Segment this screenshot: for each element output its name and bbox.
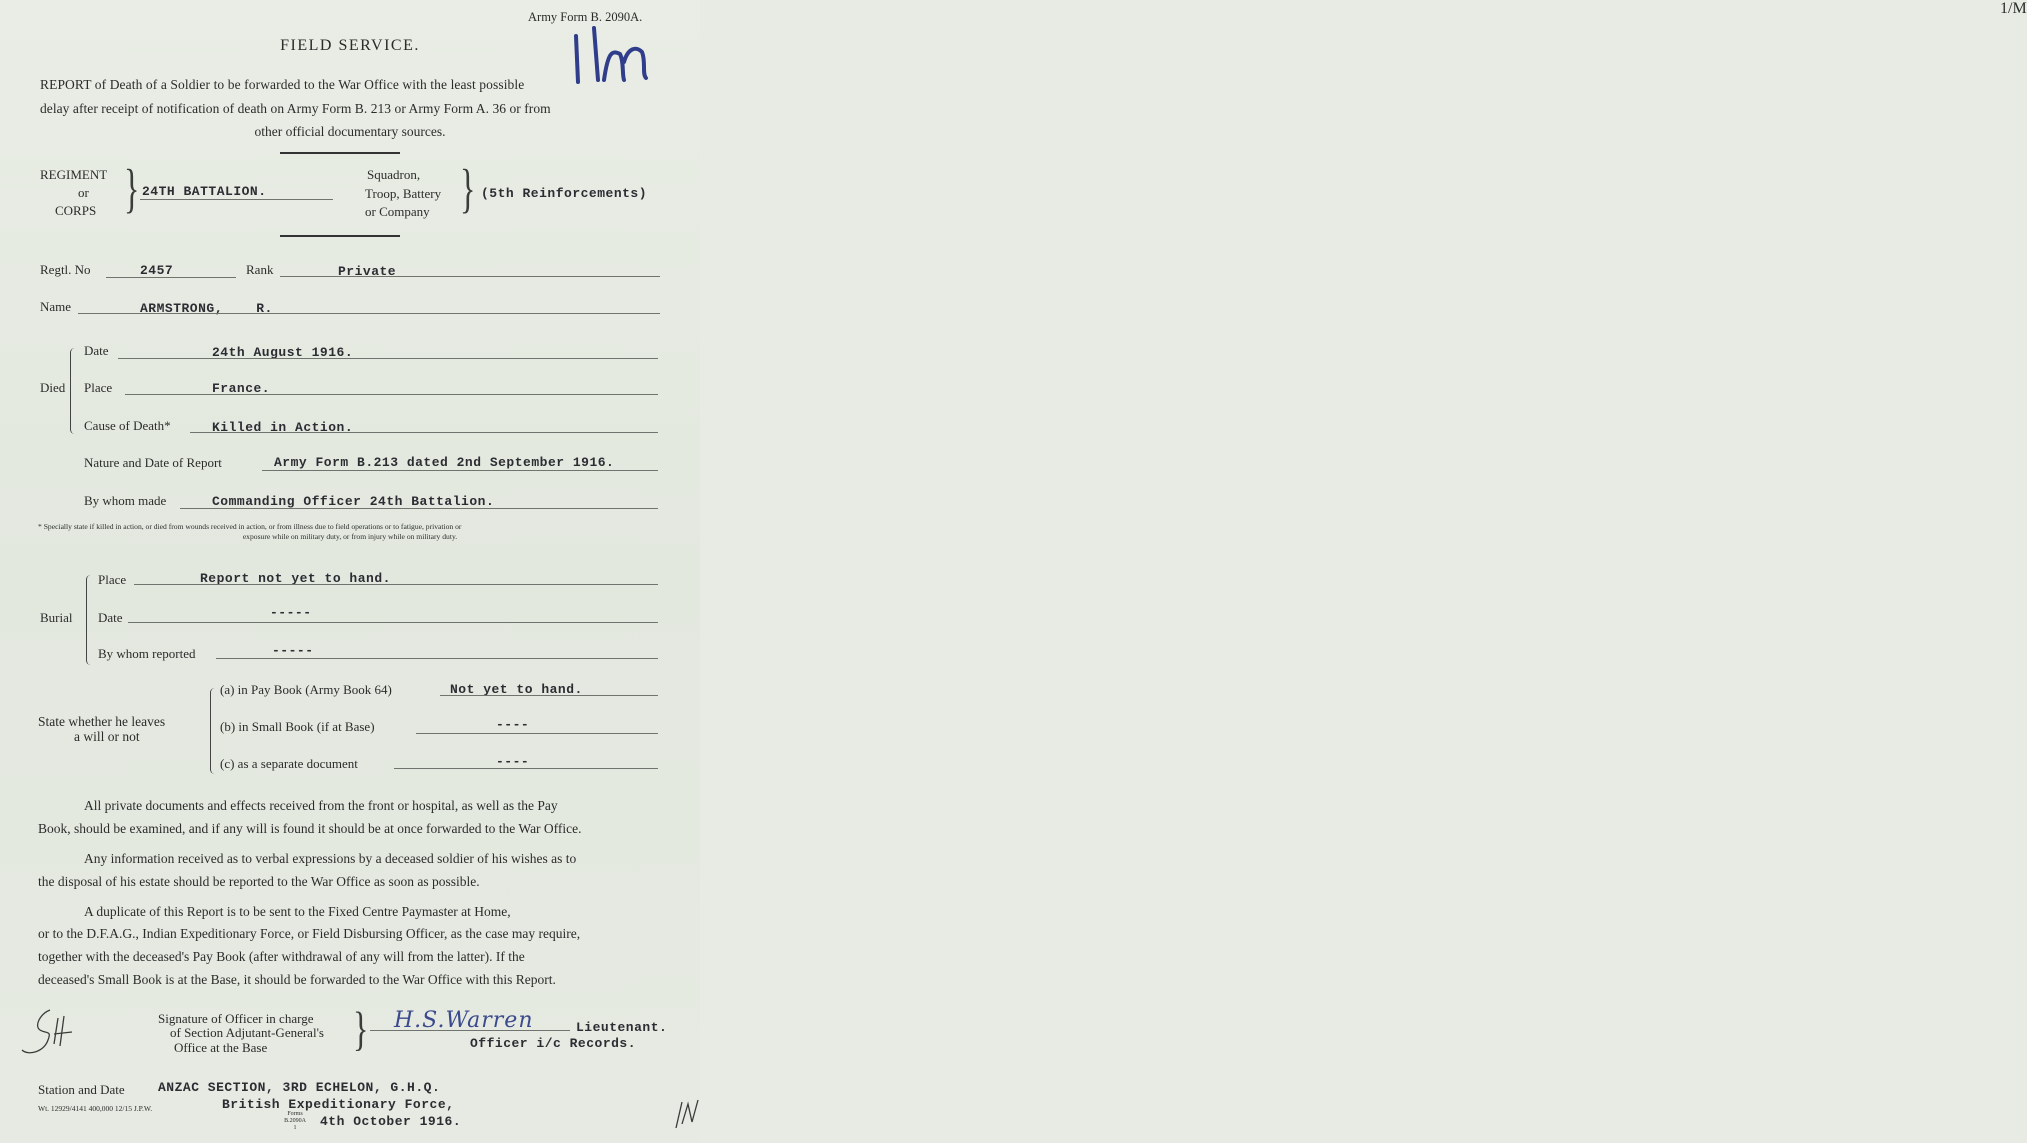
squadron-label: Squadron, <box>367 167 421 182</box>
rank-value: Private <box>338 264 397 279</box>
died-place-label: Place <box>84 380 113 395</box>
station-line-1: ANZAC SECTION, 3RD ECHELON, G.H.Q. <box>158 1080 441 1095</box>
signature-handwritten: H.S.Warren <box>394 1008 534 1033</box>
will-label-2: a will or not <box>74 729 140 744</box>
died-date-label: Date <box>84 343 109 358</box>
station-label: Station and Date <box>38 1082 125 1097</box>
burial-brace <box>86 575 95 665</box>
initials-mark <box>0 1004 80 1064</box>
burial-place-underline <box>134 584 658 585</box>
cause-value: Killed in Action. <box>212 420 354 435</box>
page-title: FIELD SERVICE. <box>280 37 420 54</box>
footnote-line-1: * Specially state if killed in action, or died from wounds received in action, or from illness due to field operations or to fatigue, privation or <box>38 522 462 531</box>
company-label: or Company <box>365 204 430 219</box>
died-place-value: France. <box>212 381 271 396</box>
corner-scribble <box>672 1094 700 1134</box>
burial-place-value: Report not yet to hand. <box>200 571 391 586</box>
brace-right: } <box>124 157 140 219</box>
intro-line-2: delay after receipt of notification of death on Army Form B. 213 or Army Form A. 36 or from <box>40 101 551 116</box>
will-c-value: ---- <box>496 754 530 769</box>
rank-label: Rank <box>246 262 274 277</box>
regiment-or-label: or <box>78 185 89 200</box>
name-label: Name <box>40 299 72 314</box>
burial-date-label: Date <box>98 610 123 625</box>
died-date-underline <box>118 358 658 359</box>
footnote-line-2: exposure while on military duty, or from injury while on military duty. <box>242 532 458 541</box>
intro-line-3: other official documentary sources. <box>254 124 446 139</box>
brace-right: } <box>460 157 476 219</box>
station-line-2: British Expeditionary Force, <box>222 1097 455 1112</box>
name-value: ARMSTRONG, R. <box>140 301 273 316</box>
intro-line-1: REPORT of Death of a Soldier to be forwarded to the War Office with the least possible <box>40 77 525 92</box>
regtl-no-value: 2457 <box>140 263 174 278</box>
divider <box>280 235 400 237</box>
by-whom-underline <box>180 508 658 509</box>
died-brace <box>70 348 79 434</box>
signature-role: Officer i/c Records. <box>470 1036 637 1051</box>
divider <box>280 152 400 154</box>
will-a-label <box>220 682 392 698</box>
instruction-2-line-2: the disposal of his estate should be reported to the War Office as soon as possible. <box>38 874 480 889</box>
burial-reported-value: ----- <box>272 643 314 658</box>
by-whom-value: Commanding Officer 24th Battalion. <box>212 494 495 509</box>
signature-label-2: of Section Adjutant-General's <box>170 1025 324 1040</box>
burial-reported-label: By whom reported <box>98 646 196 661</box>
instruction-1-line-2: Book, should be examined, and if any will is found it should be at once forwarded to the War Office. <box>38 821 582 836</box>
will-a-text: (a) in Pay Book (Army Book 64) <box>220 682 392 697</box>
died-label: Died <box>40 380 66 395</box>
signature-label-1: Signature of Officer in charge <box>158 1011 314 1026</box>
instruction-2-line-1: Any information received as to verbal expressions by a deceased soldier of his wishes as to <box>84 851 577 866</box>
form-number: Army Form B. 2090A. <box>528 10 643 24</box>
corps-label: CORPS <box>55 203 97 218</box>
troop-label: Troop, Battery <box>365 186 442 201</box>
will-b-value: ---- <box>496 717 530 732</box>
will-brace <box>210 688 219 774</box>
printer-forms: Forms B.2090A 1 <box>284 1111 306 1131</box>
instruction-1-line-1: All private documents and effects received from the front or hospital, as well as the Pay <box>84 798 558 813</box>
will-b-label: (b) in Small Book (if at Base) <box>220 719 375 734</box>
regiment-label: REGIMENT <box>40 167 108 182</box>
burial-date-value: ----- <box>270 605 312 620</box>
instruction-3-line-4: deceased's Small Book is at the Base, it should be forwarded to the War Office with this Report. <box>38 972 556 987</box>
instruction-3-line-3: together with the deceased's Pay Book (after withdrawal of any will from the latter). If the <box>38 949 525 964</box>
regiment-value: 24TH BATTALION. <box>142 184 267 199</box>
will-a-value: Not yet to hand. <box>450 682 583 697</box>
burial-reported-underline <box>216 658 658 659</box>
nature-label: Nature and Date of Report <box>84 455 222 470</box>
station-line-3: 4th October 1916. <box>320 1114 462 1129</box>
will-b-underline <box>416 733 658 734</box>
regtl-no-underline <box>106 277 236 278</box>
burial-date-underline <box>128 622 658 623</box>
company-value: (5th Reinforcements) <box>481 186 648 201</box>
rank-underline <box>280 276 660 277</box>
burial-place-label: Place <box>98 572 127 587</box>
nature-value: Army Form B.213 dated 2nd September 1916. <box>274 455 615 470</box>
will-c-label: (c) as a separate document <box>220 756 358 771</box>
cause-label: Cause of Death* <box>84 418 171 433</box>
signature-label-3: Office at the Base <box>174 1040 268 1055</box>
nature-underline <box>262 470 658 471</box>
will-c-underline <box>394 768 658 769</box>
instruction-3-line-2: or to the D.F.A.G., Indian Expeditionary Force, or Field Disbursing Officer, as the case may require, <box>38 926 581 941</box>
will-a-underline <box>440 695 658 696</box>
brace-right: } <box>353 1001 369 1055</box>
printer-imprint: Wt. 12929/4141 400,000 12/15 J.P.W. <box>38 1104 153 1113</box>
handwritten-ref-text: 1/M <box>2000 0 2027 17</box>
signature-underline <box>370 1030 570 1031</box>
by-whom-label: By whom made <box>84 493 167 508</box>
name-underline <box>78 313 660 314</box>
regtl-no-label: Regtl. No <box>40 262 91 277</box>
burial-label: Burial <box>40 610 73 625</box>
cause-underline <box>190 432 658 433</box>
signature-rank: Lieutenant. <box>576 1020 668 1035</box>
regiment-underline <box>140 199 333 200</box>
died-place-underline <box>125 394 658 395</box>
will-label-1: State whether he leaves <box>38 714 166 729</box>
instruction-3-line-1: A duplicate of this Report is to be sent to the Fixed Centre Paymaster at Home, <box>84 904 511 919</box>
died-date-value: 24th August 1916. <box>212 345 354 360</box>
